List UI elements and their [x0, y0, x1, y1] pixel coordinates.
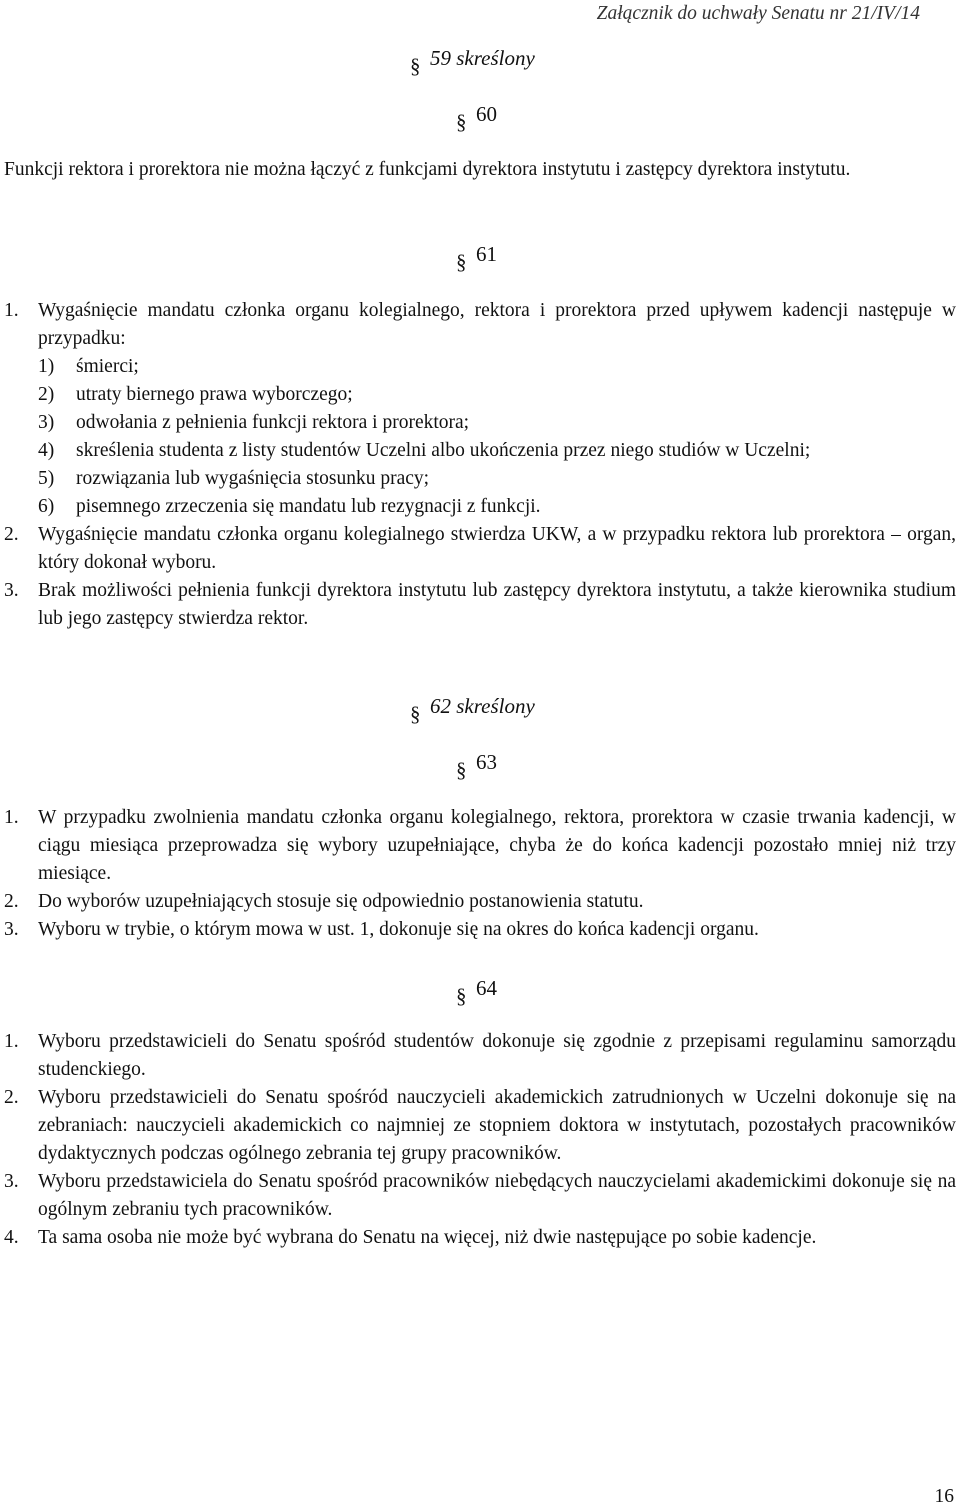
item-text: Do wyborów uzupełniających stosuje się odpowiednio postanowienia statutu. — [38, 891, 644, 912]
section-61-heading — [456, 240, 497, 268]
item-text: Brak możliwości pełnienia funkcji dyrektora instytutu lub zastępcy dyrektora instytutu, a także kierownika studium lub jego zastępcy stwierdza rektor. — [38, 580, 956, 629]
section-60-body — [4, 156, 956, 184]
sub-item-text: odwołania z pełnienia funkcji rektora i prorektora; — [76, 412, 470, 433]
sub-item-text: pisemnego zrzeczenia się mandatu lub rezygnacji z funkcji. — [76, 496, 541, 517]
item-text: W przypadku zwolnienia mandatu członka organu kolegialnego, rektora, prorektora w czasie trwania kadencji, w ciągu miesiąca przeprowadza się wybory uzupełniające, chyba że do końca kadencji pozostało mniej niż trzy miesiące. — [38, 807, 956, 884]
section-62-heading — [410, 692, 535, 720]
sub-item-number: 5) — [38, 468, 55, 489]
sub-item-number: 2) — [38, 384, 55, 405]
section-60-text: Funkcji rektora i prorektora nie można łączyć z funkcjami dyrektora instytutu i zastępcy dyrektora instytutu. — [4, 159, 851, 180]
item-number: 1. — [4, 300, 19, 321]
item-number: 1. — [4, 807, 19, 828]
list-item — [4, 804, 956, 888]
list-item — [4, 1028, 956, 1084]
sub-list — [4, 353, 956, 521]
list-item — [4, 1168, 956, 1224]
sub-item-text: utraty biernego prawa wyborczego; — [76, 384, 353, 405]
section-60-heading — [456, 100, 497, 128]
sub-item-number: 4) — [38, 440, 55, 461]
page-number: 16 — [934, 1486, 954, 1507]
sub-list-item — [38, 353, 956, 381]
section-sign-icon — [410, 44, 424, 72]
item-text: Ta sama osoba nie może być wybrana do Senatu na więcej, niż dwie następujące po sobie kadencje. — [38, 1227, 817, 1248]
item-text: Wyboru przedstawiciela do Senatu spośród pracowników niebędących nauczycielami akademickimi dokonuje się na ogólnym zebraniu tych pracowników. — [38, 1171, 956, 1220]
section-64-number: 64 — [476, 976, 497, 1000]
sub-item-number: 1) — [38, 356, 55, 377]
list-item — [4, 1084, 956, 1168]
section-64-body — [4, 1028, 956, 1252]
section-sign-icon — [456, 240, 470, 268]
section-63-number: 63 — [476, 750, 497, 774]
section-59-number: 59 — [430, 46, 451, 70]
section-60-number: 60 — [476, 102, 497, 126]
section-62-number: 62 — [430, 694, 451, 718]
item-number: 3. — [4, 919, 19, 940]
item-number: 1. — [4, 1031, 19, 1052]
sub-item-number: 3) — [38, 412, 55, 433]
section-61-number: 61 — [476, 242, 497, 266]
item-text: Wygaśnięcie mandatu członka organu kolegialnego stwierdza UKW, a w przypadku rektora lub prorektora – organ, który dokonał wyboru. — [38, 524, 956, 573]
sub-item-text: skreślenia studenta z listy studentów Uczelni albo ukończenia przez niego studiów w Uczelni; — [76, 440, 811, 461]
item-number: 4. — [4, 1227, 19, 1248]
item-text: Wyboru przedstawicieli do Senatu spośród studentów dokonuje się zgodnie z przepisami regulaminu samorządu studenckiego. — [38, 1031, 956, 1080]
sub-list-item — [38, 437, 956, 465]
sub-list-item — [38, 409, 956, 437]
section-61-body — [4, 297, 956, 633]
item-number: 2. — [4, 1087, 19, 1108]
sub-list-item — [38, 381, 956, 409]
section-59-label: skreślony — [456, 46, 535, 70]
section-sign-icon — [410, 692, 424, 720]
section-sign-icon — [456, 100, 470, 128]
sub-item-text: rozwiązania lub wygaśnięcia stosunku pracy; — [76, 468, 430, 489]
list-item — [4, 1224, 956, 1252]
sub-list-item — [38, 465, 956, 493]
section-63-heading — [456, 748, 497, 776]
item-number: 3. — [4, 1171, 19, 1192]
item-number: 2. — [4, 891, 19, 912]
sub-list-item — [38, 493, 956, 521]
header-attachment-note: Załącznik do uchwały Senatu nr 21/IV/14 — [596, 3, 920, 24]
list-item — [4, 577, 956, 633]
sub-item-number: 6) — [38, 496, 55, 517]
item-text: Wyboru w trybie, o którym mowa w ust. 1, dokonuje się na okres do końca kadencji organu. — [38, 919, 759, 940]
item-text: Wyboru przedstawicieli do Senatu spośród nauczycieli akademickich zatrudnionych w Uczelni dokonuje się na zebraniach: nauczycieli akademickich co najmniej ze stopniem doktora w instytutach, pozostałych pracowników dydaktycznych podczas ogólnego zebrania tej grupy pracowników. — [38, 1087, 956, 1164]
section-sign-icon — [456, 974, 470, 1002]
section-64-heading — [456, 974, 497, 1002]
item-number: 2. — [4, 524, 19, 545]
section-59-heading — [410, 44, 535, 72]
section-63-body — [4, 804, 956, 944]
item-text: Wygaśnięcie mandatu członka organu kolegialnego, rektora i prorektora przed upływem kadencji następuje w przypadku: — [38, 300, 956, 349]
section-sign-icon — [456, 748, 470, 776]
list-item — [4, 916, 956, 944]
list-item — [4, 297, 956, 353]
list-item — [4, 888, 956, 916]
sub-item-text: śmierci; — [76, 356, 139, 377]
item-number: 3. — [4, 580, 19, 601]
list-item — [4, 521, 956, 577]
section-62-label: skreślony — [456, 694, 535, 718]
